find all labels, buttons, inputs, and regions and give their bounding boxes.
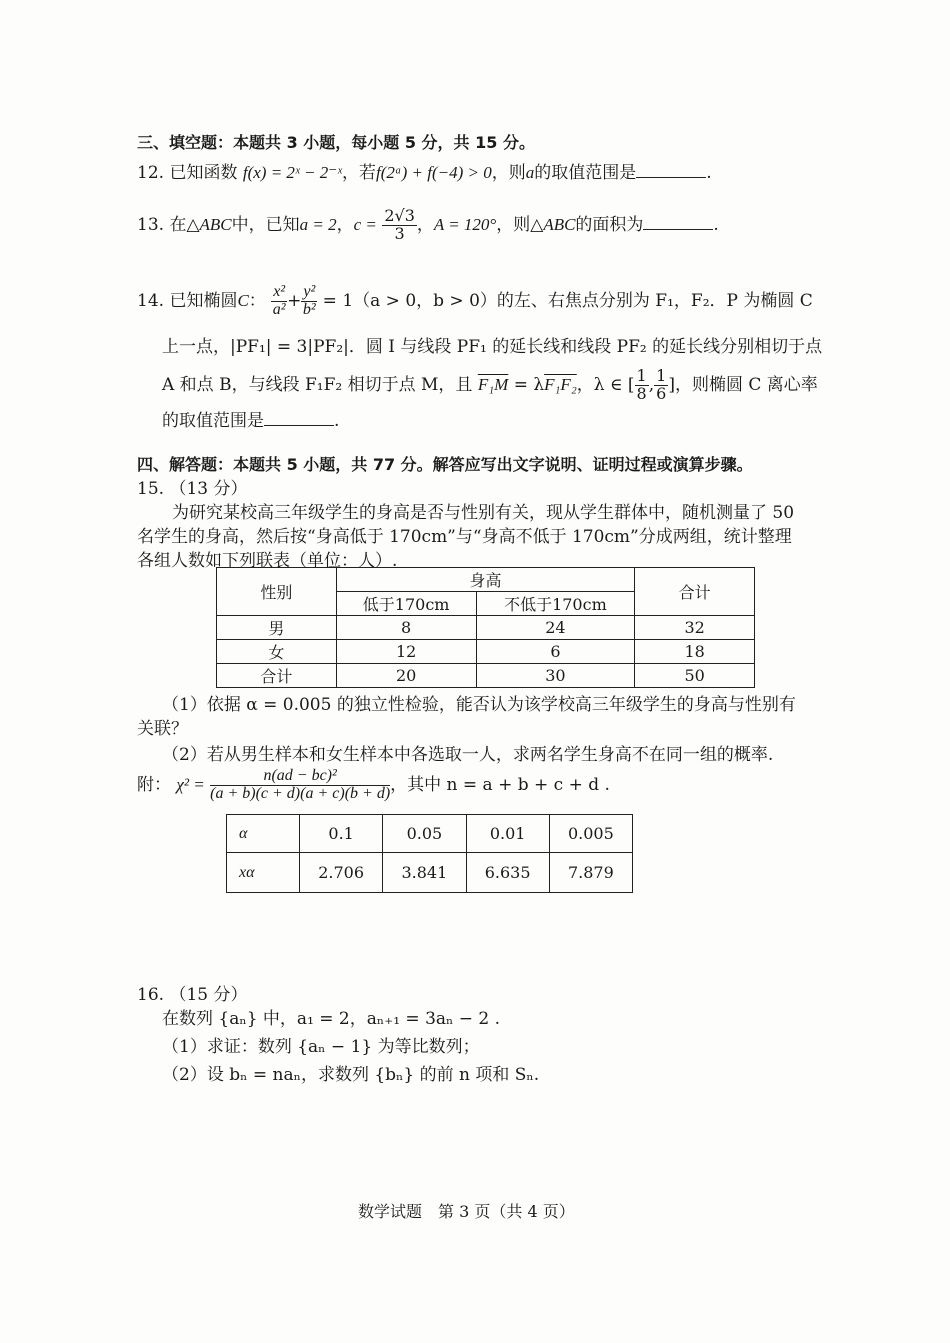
q15-subquestion-2: （2）若从男生样本和女生样本中各选取一人，求两名学生身高不在同一组的概率.: [162, 745, 774, 765]
question-14-line-1: 14. 已知椭圆C： $\frac{\text{x²}}{\text{a²}}$ + $\frac{\text{y²}}{\text{b²}}$ = 1（a > 0，b > 0）的左、右焦点分别为 F₁，F₂．P 为椭圆 C: [137, 283, 813, 318]
page-footer: 数学试题 第 3 页（共 4 页）: [358, 1202, 575, 1221]
appendix-formula: 附： χ² = $\frac{\text{n(ad − bc)²}}{(a + b)(c + d)(a + c)(b + d)}$ ，其中 n = a + b + c + d .: [137, 767, 610, 802]
contingency-table: [216, 567, 755, 688]
q14-number: 14.: [137, 290, 165, 311]
table-row: xα 2.706 3.841 6.635 7.879: [227, 853, 633, 893]
header-below-170: 低于170cm: [336, 592, 476, 616]
vector-f1f2: F₁F₂: [544, 374, 577, 394]
section-4-heading: 四、解答题：本题共 5 小题，共 77 分。解答应写出文字说明、证明过程或演算步骤。: [137, 455, 753, 474]
table-row: 男 8 24 32: [217, 616, 755, 640]
header-not-below-170: 不低于170cm: [476, 592, 635, 616]
fraction-c: $\frac{2√3}{3}$: [384, 206, 415, 243]
vector-f1m: F₁M: [477, 374, 509, 394]
header-total: 合计: [635, 568, 755, 616]
critical-value-table: [226, 814, 633, 893]
section-3-heading: 三、填空题：本题共 3 小题，每小题 5 分，共 15 分。: [137, 133, 535, 152]
table-row: 合计 20 30 50: [217, 664, 755, 688]
q12-number: 12.: [137, 163, 165, 183]
q13-number: 13.: [137, 214, 165, 235]
fraction-1-6: $\frac{1}{6}$: [656, 366, 667, 403]
q15-subquestion-1b: 关联？: [137, 719, 188, 739]
q15-number: 15. （13 分）: [137, 479, 248, 499]
question-13: 13. 在△ABC中，已知a = 2，c = $\frac{2√3}{3}$ ，A = 120°，则△ABC的面积为 .: [137, 206, 719, 243]
question-14-line-2: 上一点，|PF₁| = 3|PF₂|．圆 I 与线段 PF₁ 的延长线和线段 PF₂ 的延长线分别相切于点: [162, 337, 823, 357]
question-14-line-3: A 和点 B，与线段 F₁F₂ 相切于点 M，且 F₁M = λF₁F₂，λ ∈ [ $\frac{1}{8}$ , $\frac{1}{6}$ ]，则椭圆 C 离心率: [162, 366, 818, 403]
header-gender: 性别: [217, 568, 337, 616]
q15-paragraph-3: 各组人数如下列联表（单位：人）.: [137, 551, 398, 571]
question-12: 12. 已知函数 f(x) = 2ˣ − 2⁻ˣ，若f(2ᵃ) + f(−4) > 0，则a的取值范围是 .: [137, 163, 712, 183]
fraction-x: $\frac{\text{x²}}{\text{a²}}$: [272, 283, 286, 318]
table-row: α 0.1 0.05 0.01 0.005: [227, 815, 633, 853]
fraction-y: $\frac{\text{y²}}{\text{b²}}$: [302, 283, 316, 318]
q16-line-2: （1）求证：数列 {aₙ − 1} 为等比数列；: [162, 1037, 480, 1057]
q16-line-3: （2）设 bₙ = naₙ，求数列 {bₙ} 的前 n 项和 Sₙ.: [162, 1065, 540, 1085]
q16-line-1: 在数列 {aₙ} 中，a₁ = 2，aₙ₊₁ = 3aₙ − 2 .: [162, 1009, 501, 1029]
q15-paragraph-2: 名学生的身高，然后按“身高低于 170cm”与“身高不低于 170cm”分成两组，统计整理: [137, 527, 792, 547]
chi-square-fraction: $\frac{\text{n(ad − bc)²}}{(a + b)(c + d)(a + c)(b + d)}$: [210, 767, 391, 802]
fraction-1-8: $\frac{1}{8}$: [636, 366, 647, 403]
answer-blank: [643, 213, 713, 230]
header-height: 身高: [336, 568, 635, 592]
question-14-line-4: 的取值范围是 .: [162, 411, 340, 431]
answer-blank: [636, 161, 706, 178]
table-row: 女 12 6 18: [217, 640, 755, 664]
answer-blank: [264, 409, 334, 426]
q15-subquestion-1a: （1）依据 α = 0.005 的独立性检验，能否认为该学校高三年级学生的身高与性别有: [162, 695, 796, 715]
q15-paragraph-1: 为研究某校高三年级学生的身高是否与性别有关，现从学生群体中，随机测量了 50: [172, 503, 795, 523]
q16-number: 16. （15 分）: [137, 985, 248, 1005]
